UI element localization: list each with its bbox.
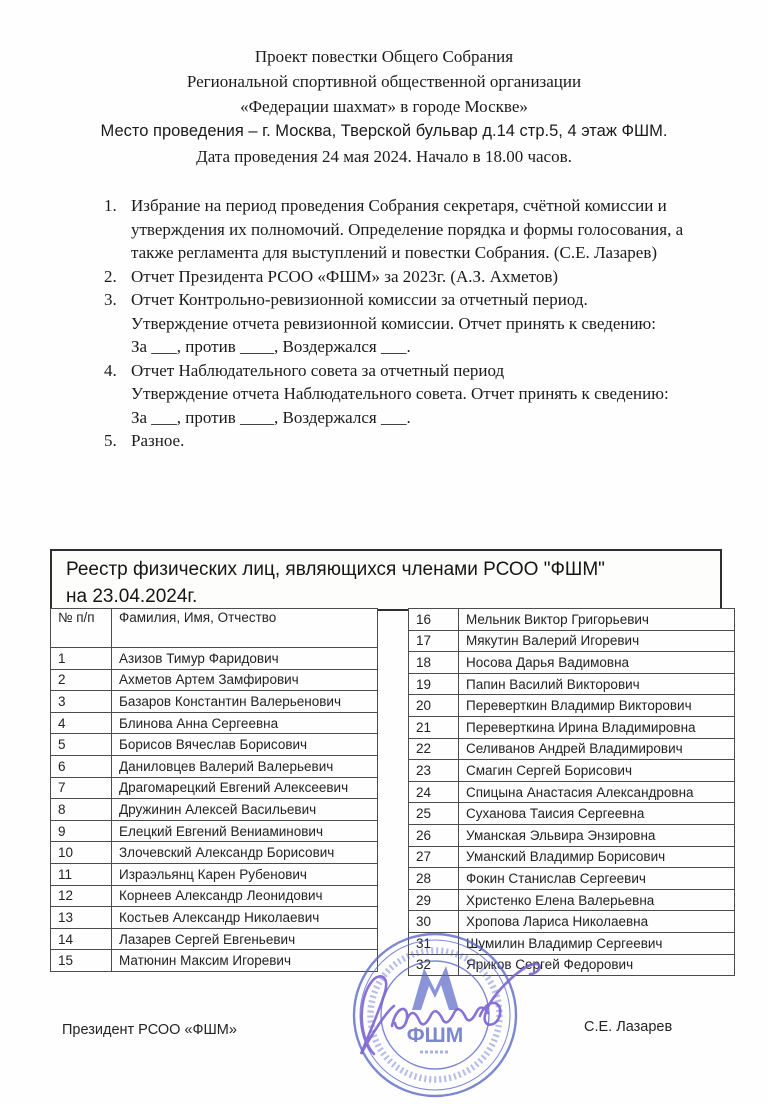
column-header-name: Фамилия, Имя, Отчество [112, 609, 378, 648]
agenda-item-4 [104, 359, 748, 430]
member-name: Мельник Виктор Григорьевич [459, 609, 735, 631]
member-number: 28 [409, 868, 459, 890]
agenda-line: также регламента для выступлений и повестки Собрания. (С.Е. Лазарев) [131, 243, 658, 262]
member-name: Папин Василий Викторович [459, 673, 735, 695]
table-row [51, 755, 378, 777]
organization-line-1: Региональной спортивной общественной организации [186, 72, 582, 91]
table-row [51, 885, 378, 907]
table-row [51, 820, 378, 842]
table-row [51, 950, 378, 972]
agenda-item-1 [104, 194, 748, 265]
agenda-item-3 [104, 288, 748, 359]
member-number: 25 [409, 803, 459, 825]
member-name: Лазарев Сергей Евгеньевич [112, 928, 378, 950]
agenda-item-text [131, 194, 748, 265]
member-name: Спицына Анастасия Александровна [459, 781, 735, 803]
member-name: Матюнин Максим Игоревич [112, 950, 378, 972]
table-row [409, 781, 735, 803]
member-number: 6 [51, 755, 112, 777]
agenda-line: Разное. [131, 431, 185, 450]
member-number: 15 [51, 950, 112, 972]
organization-line-2: «Федерации шахмат» в городе Москве» [240, 97, 528, 116]
member-number: 31 [409, 932, 459, 954]
agenda-line: За ___, против ____, Воздержался ___. [131, 407, 411, 427]
table-row [409, 760, 735, 782]
member-number: 7 [51, 777, 112, 799]
member-name: Азизов Тимур Фаридович [112, 648, 378, 670]
table-row [409, 695, 735, 717]
table-row [409, 889, 735, 911]
president-signature [330, 942, 560, 1072]
member-number: 9 [51, 820, 112, 842]
member-name: Даниловцев Валерий Валерьевич [112, 755, 378, 777]
member-number: 12 [51, 885, 112, 907]
member-name: Уманский Владимир Борисович [459, 846, 735, 868]
member-number: 18 [409, 652, 459, 674]
agenda-item-number: 3. [104, 290, 117, 309]
agenda-item-text [131, 429, 748, 453]
table-row [409, 868, 735, 890]
table-row [409, 630, 735, 652]
member-number: 11 [51, 863, 112, 885]
member-number: 16 [409, 609, 459, 631]
venue-line: Место проведения – г. Москва, Тверской бульвар д.14 стр.5, 4 этаж ФШМ. [100, 122, 668, 140]
table-row [51, 648, 378, 670]
member-name: Корнеев Александр Леонидович [112, 885, 378, 907]
member-number: 21 [409, 716, 459, 738]
agenda-list [104, 194, 748, 453]
member-name: Носова Дарья Вадимовна [459, 652, 735, 674]
table-row [51, 928, 378, 950]
signature-icon [330, 942, 560, 1072]
agenda-line: Избрание на период проведения Собрания секретаря, счётной комиссии и [131, 196, 667, 215]
member-name: Израэльянц Карен Рубенович [112, 863, 378, 885]
registry-title-line-2: на 23.04.2024г. [66, 586, 198, 607]
member-name: Ахметов Артем Замфирович [112, 669, 378, 691]
member-name: Блинова Анна Сергеевна [112, 712, 378, 734]
agenda-line: За ___, против ____, Воздержался ___. [131, 337, 411, 356]
column-header-number: № п/п [51, 609, 112, 648]
table-row [51, 863, 378, 885]
member-number: 2 [51, 669, 112, 691]
table-row [51, 799, 378, 821]
table-row [51, 712, 378, 734]
member-name: Злочевский Александр Борисович [112, 842, 378, 864]
agenda-item-text [131, 265, 748, 289]
left-table-body [51, 648, 378, 972]
agenda-item-2 [104, 265, 748, 289]
table-row [409, 673, 735, 695]
member-number: 4 [51, 712, 112, 734]
agenda-item-number: 2. [104, 266, 117, 286]
member-name: Костьев Александр Николаевич [112, 907, 378, 929]
member-name: Шумилин Владимир Сергеевич [459, 932, 735, 954]
registry-title-line-1: Реестр физических лиц, являющихся членами РСОО "ФШМ" [66, 559, 605, 580]
member-number: 19 [409, 673, 459, 695]
table-row [409, 609, 735, 631]
member-number: 32 [409, 954, 459, 976]
member-number: 14 [51, 928, 112, 950]
agenda-line: Отчет Президента РСОО «ФШМ» за 2023г. (А.З. Ахметов) [131, 266, 559, 286]
member-number: 27 [409, 846, 459, 868]
members-table-left [50, 608, 378, 972]
member-name: Христенко Елена Валерьевна [459, 889, 735, 911]
member-name: Базаров Константин Валерьенович [112, 691, 378, 713]
stamp-center-text: ФШМ [406, 1024, 464, 1047]
member-number: 30 [409, 911, 459, 933]
member-name: Дружинин Алексей Васильевич [112, 799, 378, 821]
table-row [409, 652, 735, 674]
agenda-item-5 [104, 429, 748, 453]
member-number: 5 [51, 734, 112, 756]
agenda-item-text [131, 288, 748, 359]
right-table-body [409, 609, 735, 976]
member-name: Уманская Эльвира Энзировна [459, 824, 735, 846]
member-number: 23 [409, 760, 459, 782]
table-header-row [51, 609, 378, 648]
member-name: Суханова Таисия Сергеевна [459, 803, 735, 825]
table-row [51, 777, 378, 799]
president-title-label: Президент РСОО «ФШМ» [62, 1022, 237, 1038]
member-name: Смагин Сергей Борисович [459, 760, 735, 782]
table-row [409, 716, 735, 738]
member-name: Переверткин Владимир Викторович [459, 695, 735, 717]
agenda-item-number: 1. [104, 196, 117, 215]
member-number: 3 [51, 691, 112, 713]
agenda-line: утверждения их полномочий. Определение порядка и формы голосования, а [131, 219, 684, 239]
agenda-line: Утверждение отчета ревизионной комиссии. Отчет принять к сведению: [131, 313, 656, 333]
member-number: 8 [51, 799, 112, 821]
table-row [51, 669, 378, 691]
member-name: Селиванов Андрей Владимирович [459, 738, 735, 760]
member-number: 26 [409, 824, 459, 846]
registry-title-box [50, 549, 722, 611]
table-row [409, 824, 735, 846]
member-number: 24 [409, 781, 459, 803]
member-number: 17 [409, 630, 459, 652]
member-number: 22 [409, 738, 459, 760]
table-row [51, 691, 378, 713]
member-name: Фокин Станислав Сергеевич [459, 868, 735, 890]
member-number: 29 [409, 889, 459, 911]
president-name-label: С.Е. Лазарев [584, 1019, 673, 1035]
agenda-header [36, 44, 732, 169]
date-line: Дата проведения 24 мая 2024. Начало в 18.00 часов. [196, 147, 572, 166]
agenda-item-number: 4. [104, 360, 117, 380]
agenda-title: Проект повестки Общего Собрания [254, 47, 514, 66]
agenda-item-text [131, 359, 748, 430]
member-name: Яриков Сергей Федорович [459, 954, 735, 976]
members-table-right [408, 608, 735, 976]
table-row [51, 842, 378, 864]
agenda-item-number: 5. [104, 431, 117, 450]
table-row [51, 907, 378, 929]
member-name: Мякутин Валерий Игоревич [459, 630, 735, 652]
member-number: 1 [51, 648, 112, 670]
member-name: Хропова Лариса Николаевна [459, 911, 735, 933]
agenda-line: Отчет Контрольно-ревизионной комиссии за отчетный период. [131, 290, 588, 309]
table-row [409, 738, 735, 760]
member-number: 13 [51, 907, 112, 929]
member-name: Переверткина Ирина Владимировна [459, 716, 735, 738]
table-row [409, 846, 735, 868]
member-number: 20 [409, 695, 459, 717]
table-row [51, 734, 378, 756]
agenda-line: Отчет Наблюдательного совета за отчетный период [131, 360, 505, 380]
table-row [409, 803, 735, 825]
member-name: Борисов Вячеслав Борисович [112, 734, 378, 756]
agenda-line: Утверждение отчета Наблюдательного совета. Отчет принять к сведению: [131, 384, 669, 403]
member-name: Драгомарецкий Евгений Алексеевич [112, 777, 378, 799]
member-number: 10 [51, 842, 112, 864]
member-name: Елецкий Евгений Вениаминович [112, 820, 378, 842]
